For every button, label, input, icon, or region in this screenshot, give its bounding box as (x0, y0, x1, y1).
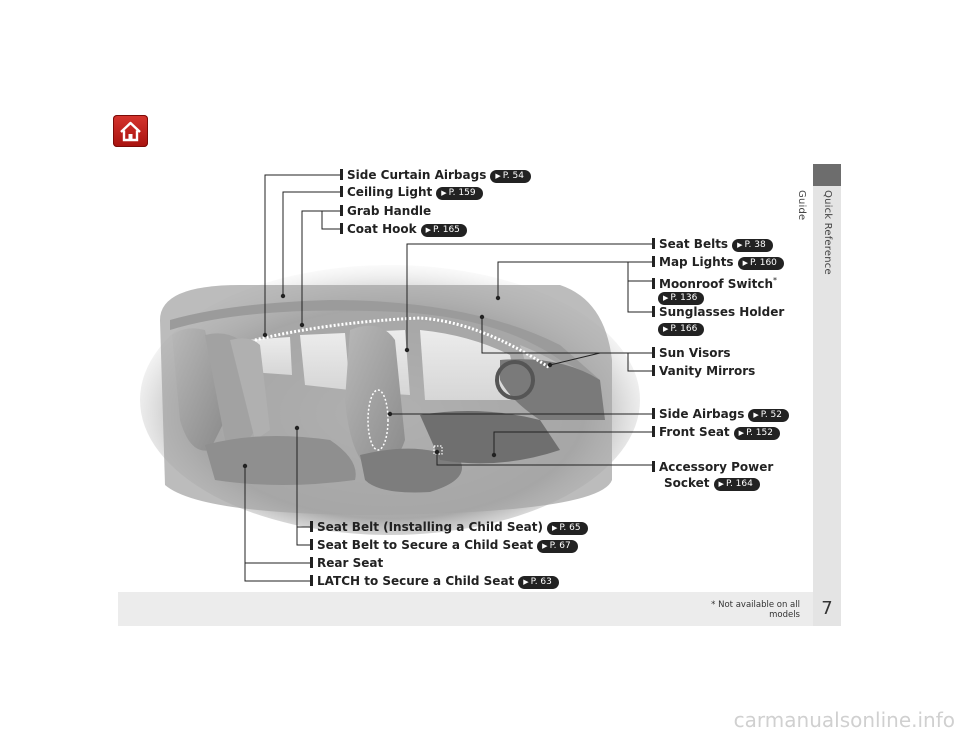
label-sunglasses-ref (658, 320, 704, 336)
label-moonroof-switch: Moonroof Switch* (652, 273, 777, 292)
label-coat-hook: Coat Hook ▶ P. 165 (340, 221, 467, 237)
section-title: Quick Reference Guide (796, 190, 833, 275)
page-ref-badge[interactable]: ▶ P. 166 (658, 323, 704, 336)
page-ref-badge[interactable]: ▶ P. 165 (421, 224, 467, 237)
label-latch: LATCH to Secure a Child Seat ▶ P. 63 (310, 573, 559, 589)
label-map-lights: Map Lights ▶ P. 160 (652, 254, 784, 270)
watermark: carmanualsonline.info (733, 708, 955, 732)
page-ref-badge[interactable]: ▶ P. 52 (748, 409, 789, 422)
page-ref-badge[interactable]: ▶ P. 54 (490, 170, 531, 183)
page-ref-badge[interactable]: ▶ P. 38 (732, 239, 773, 252)
label-seat-belts: Seat Belts ▶ P. 38 (652, 236, 773, 252)
label-accessory-power-socket: Accessory Power (652, 459, 773, 475)
page-ref-badge[interactable]: ▶ P. 152 (734, 427, 780, 440)
label-ceiling-light: Ceiling Light ▶ P. 159 (340, 184, 483, 200)
page-ref-badge[interactable]: ▶ P. 160 (738, 257, 784, 270)
label-accessory-socket-line2: Socket ▶ P. 164 (664, 475, 760, 491)
label-vanity-mirrors: Vanity Mirrors (652, 363, 755, 379)
label-seat-belt-secure-child-seat: Seat Belt to Secure a Child Seat ▶ P. 67 (310, 537, 578, 553)
label-front-seat: Front Seat ▶ P. 152 (652, 424, 780, 440)
label-rear-seat: Rear Seat (310, 555, 383, 571)
page-ref-badge[interactable]: ▶ P. 63 (518, 576, 559, 589)
label-moonroof-ref (658, 289, 704, 305)
label-side-airbags: Side Airbags ▶ P. 52 (652, 406, 789, 422)
page-ref-badge[interactable]: ▶ P. 159 (436, 187, 482, 200)
page-ref-badge[interactable]: ▶ P. 136 (658, 292, 704, 305)
footnote: * Not available on all models (711, 600, 800, 620)
page-ref-badge[interactable]: ▶ P. 164 (714, 478, 760, 491)
page-number: 7 (821, 598, 833, 619)
section-tab-marker (813, 164, 841, 186)
page-ref-badge[interactable]: ▶ P. 65 (547, 522, 588, 535)
label-seat-belt-installing-child-seat: Seat Belt (Installing a Child Seat) ▶ P. 65 (310, 519, 588, 535)
label-grab-handle: Grab Handle (340, 203, 431, 219)
label-side-curtain-airbags: Side Curtain Airbags ▶ P. 54 (340, 167, 531, 183)
label-sun-visors: Sun Visors (652, 345, 731, 361)
label-sunglasses-holder: Sunglasses Holder (652, 304, 784, 320)
page-ref-badge[interactable]: ▶ P. 67 (537, 540, 578, 553)
